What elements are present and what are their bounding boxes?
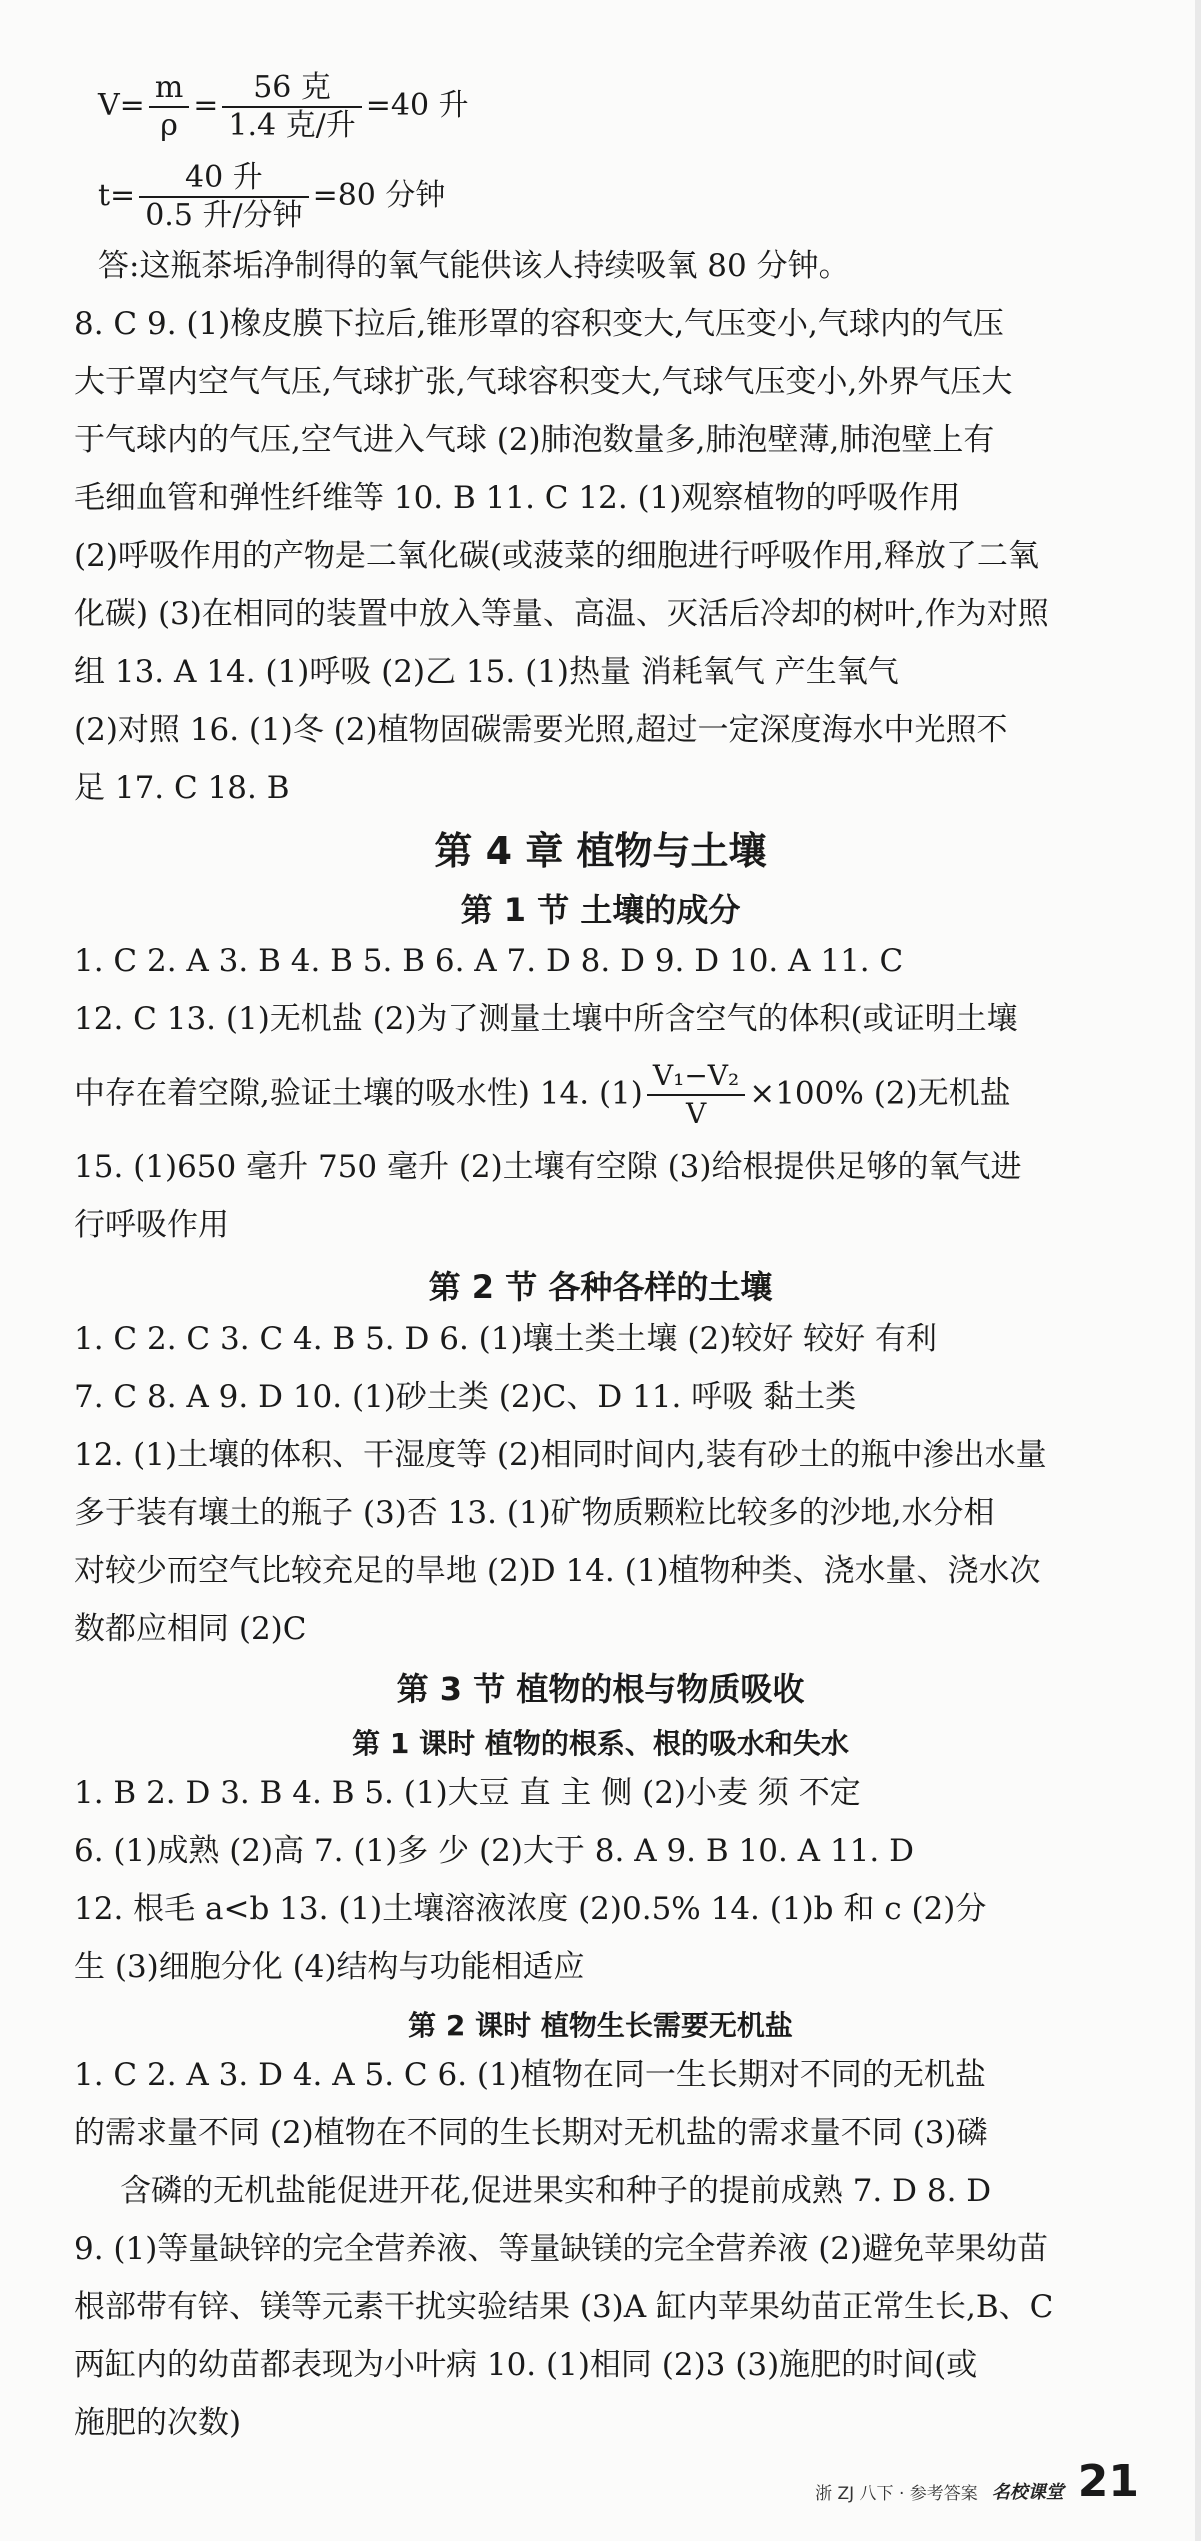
line-text-a: 中存在着空隙,验证土壤的吸水性) 14. (1) [74,1075,643,1112]
answer-line: 施肥的次数) [74,2405,242,2441]
fraction-v1-v2 [647,1058,745,1132]
fraction-mass-density [222,70,361,144]
chapter-title: 第 4 章 植物与土壤 [434,829,767,873]
formula-v-eq: = [193,88,219,123]
formula-t-rhs: =80 分钟 [312,178,446,213]
line-text-b: ×100% (2)无机盐 [749,1075,1011,1112]
answer-line: 9. (1)等量缺锌的完全营养液、等量缺镁的完全营养液 (2)避免苹果幼苗 [74,2231,1049,2267]
answer-line: 组 13. A 14. (1)呼吸 (2)乙 15. (1)热量 消耗氧气 产生氧气 [74,654,899,690]
answer-line: 行呼吸作用 [74,1207,229,1243]
answer-line: 12. C 13. (1)无机盐 (2)为了测量土壤中所含空气的体积(或证明土壤 [74,1001,1018,1037]
answer-line: (2)呼吸作用的产物是二氧化碳(或菠菜的细胞进行呼吸作用,释放了二氧 [74,538,1039,574]
answer-line-with-fraction [74,1058,1011,1132]
page-edge [1195,0,1201,2541]
fraction-m-rho [149,70,189,144]
brand-logo: 名校课堂 [991,2482,1064,2503]
answer-line: 1. C 2. A 3. B 4. B 5. B 6. A 7. D 8. D 9. D 10. A 11. C [74,943,904,979]
answer-line: 1. B 2. D 3. B 4. B 5. (1)大豆 直 主 侧 (2)小麦 须 不定 [74,1775,861,1811]
frac-rho: ρ [160,108,178,143]
answer-line: 数都应相同 (2)C [74,1611,307,1647]
answer-line: 的需求量不同 (2)植物在不同的生长期对无机盐的需求量不同 (3)磷 [74,2115,988,2151]
answer-line: 含磷的无机盐能促进开花,促进果实和种子的提前成熟 7. D 8. D [120,2173,992,2209]
formula-volume [98,70,469,144]
answer-line: 化碳) (3)在相同的装置中放入等量、高温、灭活后冷却的树叶,作为对照 [74,596,1049,632]
section-2-title: 第 2 节 各种各样的土壤 [428,1268,773,1306]
answer-line: 两缸内的幼苗都表现为小叶病 10. (1)相同 (2)3 (3)施肥的时间(或 [74,2347,978,2383]
answer-line: 足 17. C 18. B [74,770,290,806]
answer-line: 12. 根毛 a<b 13. (1)土壤溶液浓度 (2)0.5% 14. (1)b 和 c (2)分 [74,1891,987,1927]
answer-line: 1. C 2. C 3. C 4. B 5. D 6. (1)壤土类土壤 (2)较好 较好 有利 [74,1321,938,1357]
frac-density: 1.4 克/升 [228,108,356,143]
lesson-1-title: 第 1 课时 植物的根系、根的吸水和失水 [352,1727,849,1760]
section-1-title: 第 1 节 土壤的成分 [460,891,741,929]
formula-time [98,160,445,234]
section-3-title: 第 3 节 植物的根与物质吸收 [396,1670,805,1708]
formula-t-lhs: t= [98,178,136,213]
page-footer [815,2456,1139,2507]
answer-line: 15. (1)650 毫升 750 毫升 (2)土壤有空隙 (3)给根提供足够的氧气进 [74,1149,1022,1185]
answer-line: 1. C 2. A 3. D 4. A 5. C 6. (1)植物在同一生长期对不同的无机盐 [74,2057,986,2093]
page-number: 21 [1077,2456,1139,2507]
frac-volume: 40 升 [139,160,308,198]
frac-m: m [149,70,189,108]
frac-mass: 56 克 [222,70,361,108]
answer-line: 7. C 8. A 9. D 10. (1)砂土类 (2)C、D 11. 呼吸 黏土类 [74,1379,857,1415]
answer-line: 12. (1)土壤的体积、干湿度等 (2)相同时间内,装有砂土的瓶中渗出水量 [74,1437,1047,1473]
answer-line: (2)对照 16. (1)冬 (2)植物固碳需要光照,超过一定深度海水中光照不 [74,712,1008,748]
answer-line: 8. C 9. (1)橡皮膜下拉后,锥形罩的容积变大,气压变小,气球内的气压 [74,306,1004,342]
answer-line: 毛细血管和弹性纤维等 10. B 11. C 12. (1)观察植物的呼吸作用 [74,480,961,516]
answer-line: 对较少而空气比较充足的旱地 (2)D 14. (1)植物种类、浇水量、浇水次 [74,1553,1041,1589]
answer-line: 6. (1)成熟 (2)高 7. (1)多 少 (2)大于 8. A 9. B 10. A 11. D [74,1833,914,1869]
frac-rate: 0.5 升/分钟 [145,198,303,233]
footer-text: 浙 ZJ 八下 · 参考答案 [815,2484,978,2504]
answer-line: 大于罩内空气气压,气球扩张,气球容积变大,气球气压变小,外界气压大 [74,364,1013,400]
formula-v-rhs: =40 升 [365,88,469,123]
frac-v: V [685,1097,707,1130]
frac-v-diff: V₁−V₂ [647,1058,745,1096]
answer-line: 答:这瓶茶垢净制得的氧气能供该人持续吸氧 80 分钟。 [98,248,850,284]
answer-line: 生 (3)细胞分化 (4)结构与功能相适应 [74,1949,585,1985]
answer-line: 多于装有壤土的瓶子 (3)否 13. (1)矿物质颗粒比较多的沙地,水分相 [74,1495,995,1531]
lesson-2-title: 第 2 课时 植物生长需要无机盐 [408,2009,793,2042]
answer-line: 于气球内的气压,空气进入气球 (2)肺泡数量多,肺泡壁薄,肺泡壁上有 [74,422,995,458]
answer-line: 根部带有锌、镁等元素干扰实验结果 (3)A 缸内苹果幼苗正常生长,B、C [74,2289,1054,2325]
fraction-volume-rate [139,160,308,234]
formula-v-lhs: V= [98,88,145,123]
